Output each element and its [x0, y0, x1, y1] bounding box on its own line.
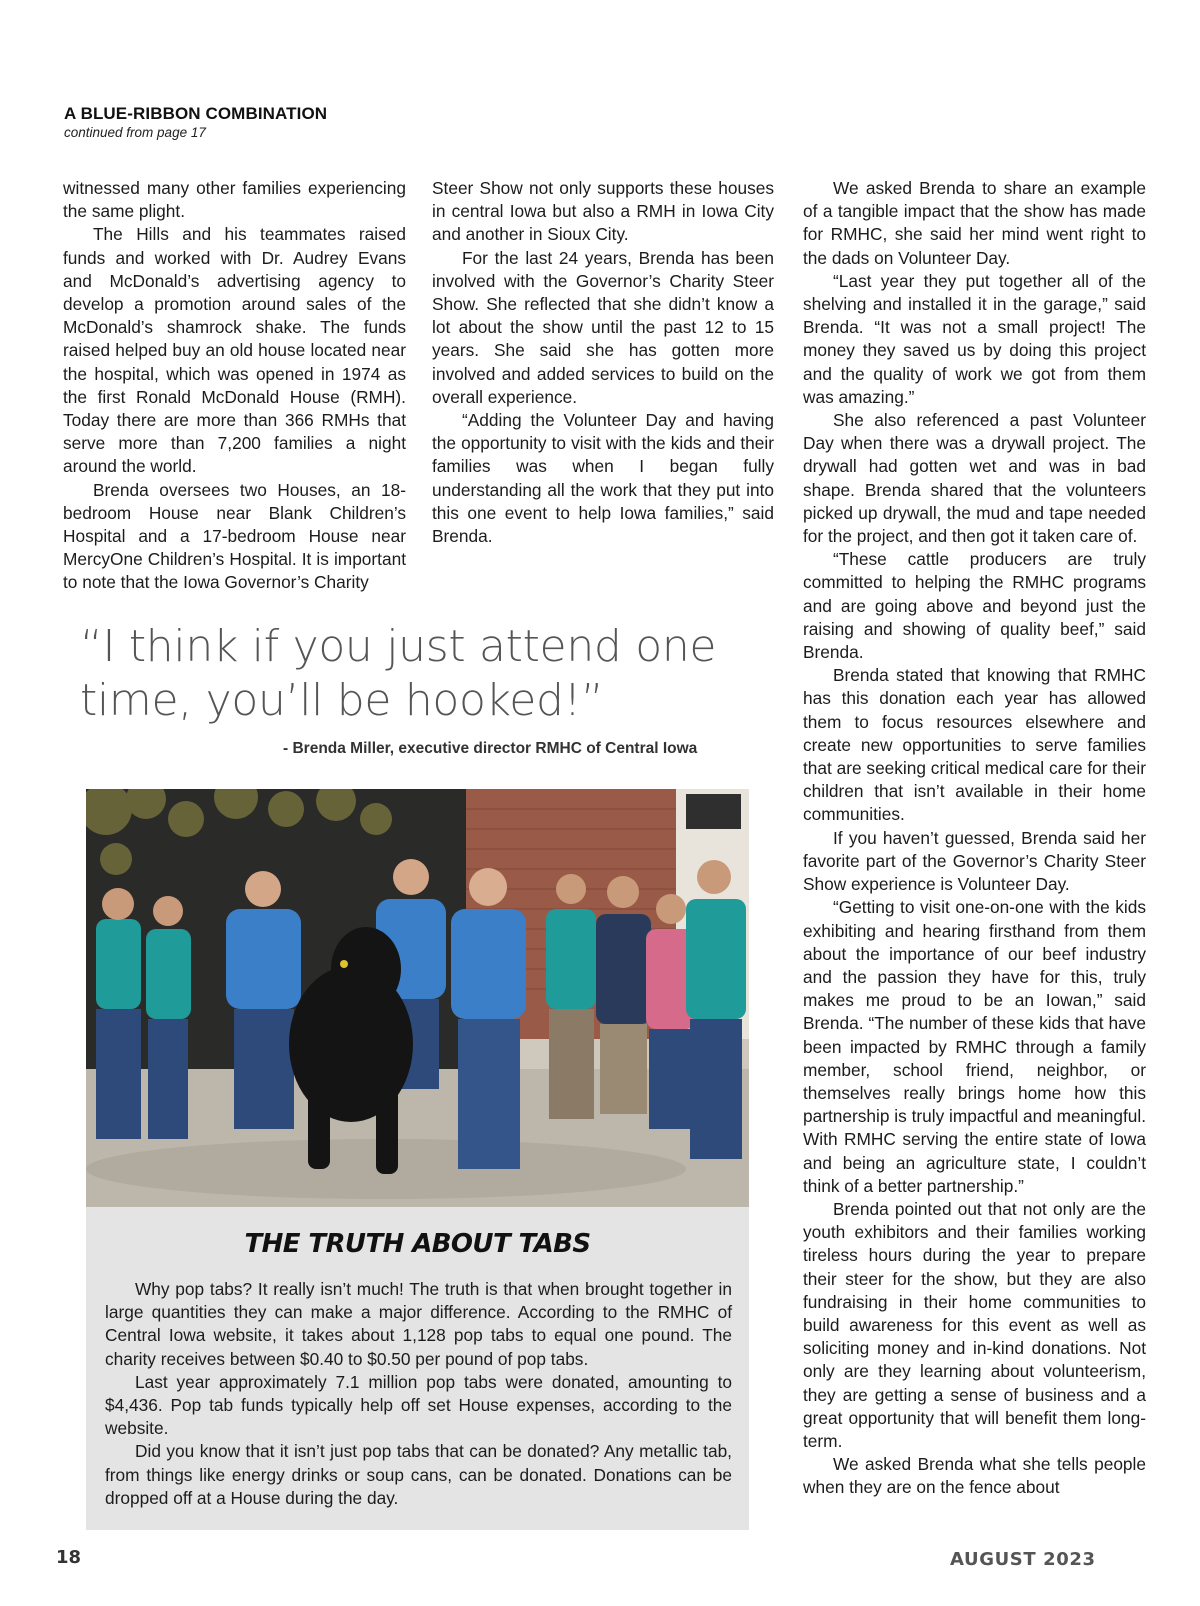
- pop-tabs-sidebar: [86, 1207, 749, 1530]
- issue-date: AUGUST 2023: [950, 1549, 1096, 1570]
- paragraph: The Hills and his teammates raised funds and worked with Dr. Audrey Evans and McDonald’s advertising agency to develop a promotion around sales of the McDonald’s shamrock shake. The funds raised helped buy an old house located near the hospital, which was opened in 1974 as the first Ronald McDonald House (RMH). Today there are more than 366 RMHs that serve more than 7,200 families a night around the world.: [63, 224, 406, 477]
- continued-note: continued from page 17: [64, 125, 206, 140]
- text-column-3: [803, 177, 1146, 1500]
- sidebar-paragraph: Last year approximately 7.1 million pop tabs were donated, amounting to $4,436. Pop tab funds typically help off set House expenses, according to the website.: [105, 1371, 732, 1439]
- paragraph: We asked Brenda to share an example of a tangible impact that the show has made for RMHC, she said her mind went right to the dads on Volunteer Day.: [803, 178, 1146, 268]
- paragraph: “Adding the Volunteer Day and having the opportunity to visit with the kids and their families was when I began fully understanding all the work that they put into this one event to help Iowa families,” said Brenda.: [432, 410, 774, 547]
- paragraph: Brenda stated that knowing that RMHC has this donation each year has allowed them to focus resources elsewhere and create new opportunities to serve families that are seeking critical medical care for their children that isn’t available in their home communities.: [803, 665, 1146, 825]
- article-header: [64, 104, 327, 140]
- sidebar-title: THE TRUTH ABOUT TABS: [244, 1229, 591, 1259]
- page-number: 18: [56, 1547, 82, 1568]
- paragraph: Steer Show not only supports these houses in central Iowa but also a RMH in Iowa City and another in Sioux City.: [432, 178, 774, 245]
- quote-attribution: - Brenda Miller, executive director RMHC of Central Iowa: [283, 740, 698, 757]
- paragraph: We asked Brenda what she tells people when they are on the fence about: [803, 1454, 1146, 1498]
- paragraph: “These cattle producers are truly committed to helping the RMHC programs and are going above and beyond just the raising and showing of quality beef,” said Brenda.: [803, 549, 1146, 663]
- text-column-2: [432, 177, 774, 548]
- paragraph: If you haven’t guessed, Brenda said her favorite part of the Governor’s Charity Steer Show experience is Volunteer Day.: [803, 827, 1146, 895]
- paragraph: “Last year they put together all of the shelving and installed it in the garage,” said Brenda. “It was not a small project! The money they saved us by doing this project and the quality of work we got from them was amazing.”: [803, 270, 1146, 407]
- paragraph: Brenda oversees two Houses, an 18-bedroom House near Blank Children’s Hospital and a 17-bedroom House near MercyOne Children’s Hospital. It is important to note that the Iowa Governor’s Charity: [63, 479, 406, 593]
- paragraph: witnessed many other families experiencing the same plight.: [63, 178, 406, 222]
- text-column-1: [63, 177, 406, 595]
- paragraph: She also referenced a past Volunteer Day when there was a drywall project. The drywall had gotten wet and was in bad shape. Brenda shared that the volunteers picked up drywall, the mud and tape needed for the project, and then got it taken care of.: [803, 410, 1146, 547]
- paragraph: For the last 24 years, Brenda has been involved with the Governor’s Charity Steer Show. She reflected that she didn’t know a lot about the show until the past 12 to 15 years. She said she has gotten more involved and added services to build on the overall experience.: [432, 247, 774, 407]
- pull-quote: “I think if you just attend one time, you’ll be hooked!”: [80, 621, 717, 726]
- sidebar-body: [105, 1278, 732, 1510]
- steer-show-photo: [86, 789, 749, 1207]
- paragraph: Brenda pointed out that not only are the youth exhibitors and their families working tireless hours during the year to prepare their steer for the show, but they are also fundraising in their home communities to build awareness for this event as well as soliciting money and in-kind donations. Not only are they learning about volunteerism, they are getting a sense of business and a great opportunity that will benefit them long-term.: [803, 1198, 1146, 1451]
- paragraph: “Getting to visit one-on-one with the kids exhibiting and hearing firsthand from them about the importance of our beef industry and the passion they have for this, truly makes me proud to be an Iowan,” said Brenda. “The number of these kids that have been impacted by RMHC through a family member, school friend, neighbor, or themselves really brings home how this partnership is truly impactful and meaningful. With RMHC serving the entire state of Iowa and being an agriculture state, I couldn’t think of a better partnership.”: [803, 897, 1146, 1196]
- sidebar-paragraph: Why pop tabs? It really isn’t much! The truth is that when brought together in large quantities they can make a major difference. According to the RMHC of Central Iowa website, it takes about 1,128 pop tabs to equal one pound. The charity receives between $0.40 to $0.50 per pound of pop tabs.: [105, 1279, 732, 1369]
- sidebar-paragraph: Did you know that it isn’t just pop tabs that can be donated? Any metallic tab, from things like energy drinks or soup cans, can be donated. Donations can be dropped off at a House during the day.: [105, 1441, 732, 1508]
- article-title: A BLUE-RIBBON COMBINATION: [64, 104, 328, 123]
